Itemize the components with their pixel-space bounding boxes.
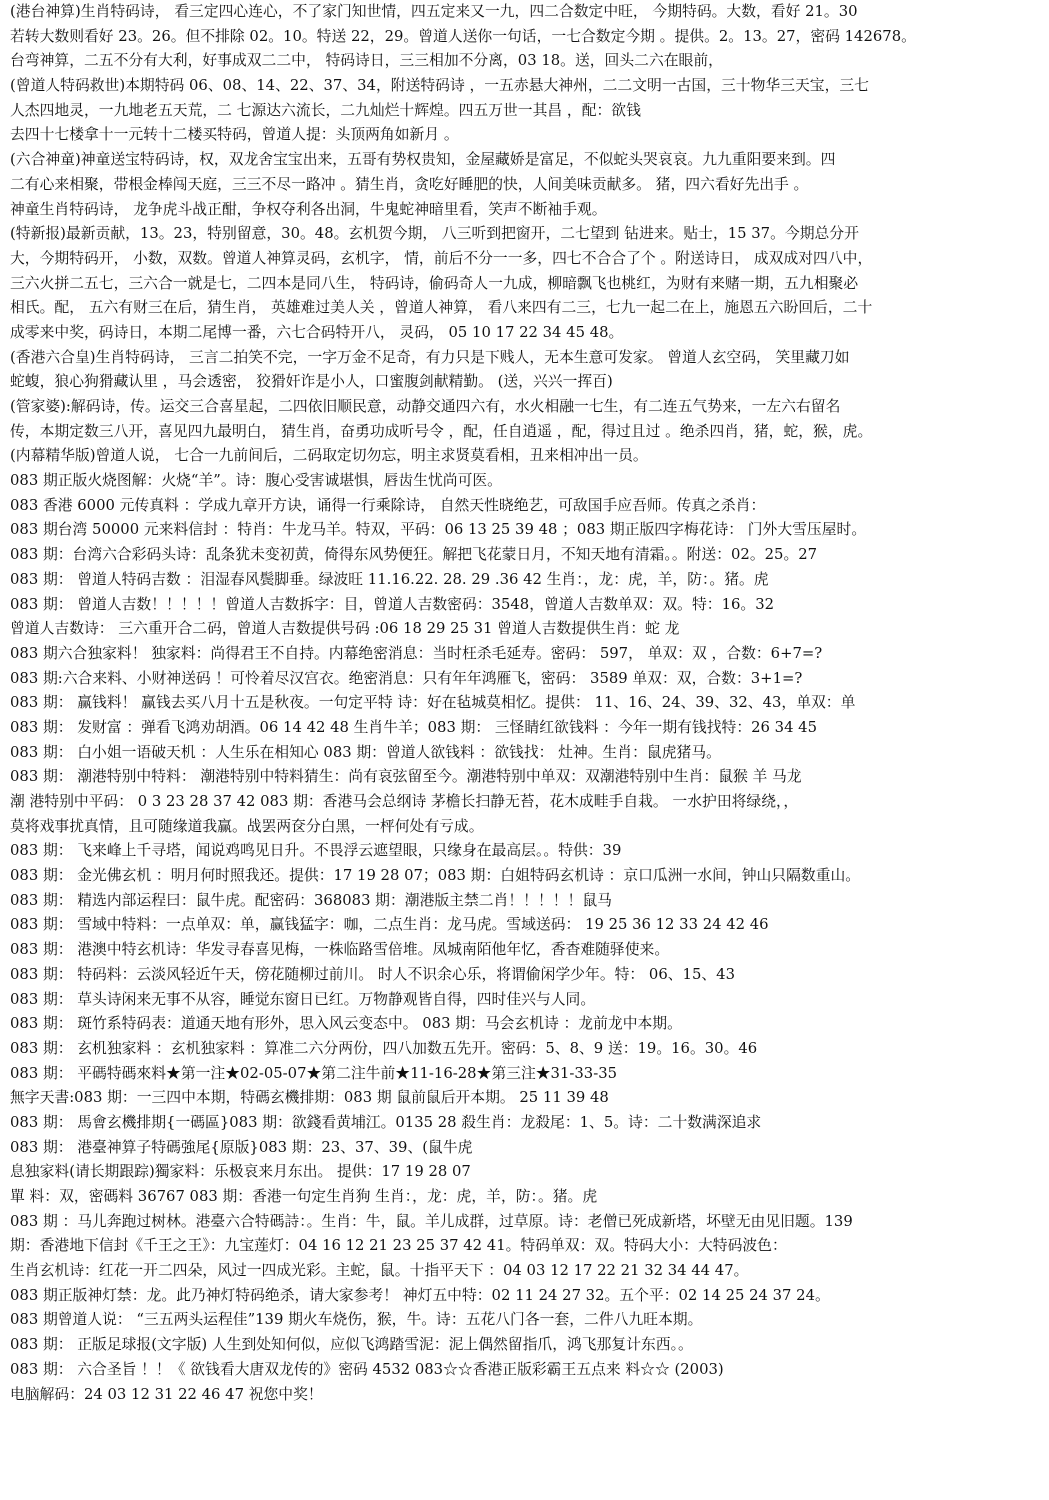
text-line: 083 期： 潮港特别中特料： 潮港特别中特料猜生：尚有哀弦留至今。潮港特别中单双：双潮港特别中生肖：鼠猴 羊 马龙 bbox=[10, 768, 802, 786]
text-line: 083 期台湾 50000 元来料信封 ：特肖：牛龙马羊。特双，平码：06 13 25 39 48 ；083 期正版四字梅花诗： 门外大雪压屋时。 bbox=[10, 521, 867, 539]
text-line: 成零来中奖，码诗日，本期二尾博一番，六七合码特开八， 灵码， 05 10 17 22 34 45 48。 bbox=[10, 323, 624, 341]
text-line: 人杰四地灵，一九地老五天荒，二 七源达六流长，二九灿烂十辉煌。四五万世一其昌 ，配：欲钱 bbox=[10, 101, 641, 119]
text-line: 無字天書:083 期：一三四中本期，特碼玄機排期：083 期 鼠前鼠后开本期。 25 11 39 48 bbox=[10, 1089, 609, 1107]
text-line: 083 期： 曾道人吉数！！！！！曾道人吉数拆字：目，曾道人吉数密码：3548，曾道人吉数单双：双。特：16。32 bbox=[10, 595, 775, 613]
text-line: 083 期： 港澳中特玄机诗：华发寻春喜见梅，一株临路雪倍堆。凤城南陌他年忆，香杳难随驿使来。 bbox=[10, 941, 670, 959]
text-line: 083 期 ：马儿奔跑过树林。港臺六合特碼詩：。生肖：牛，鼠。羊儿成群，过草原。诗：老僧已死成新塔，坏壁无由见旧题。139 bbox=[10, 1212, 853, 1230]
text-line: 083 期： 港臺神算子特碼強尾{原版}083 期：23、37、39、(鼠牛虎 bbox=[10, 1138, 473, 1156]
text-line: 期：香港地下信封《千王之王》：九宝莲灯：04 16 12 21 23 25 37 42 41。特码单双：双。特码大小：大特码波色： bbox=[10, 1237, 787, 1255]
text-line: 083 期： 白小姐一语破天机 ：人生乐在相知心 083 期：曾道人欲钱料 ：欲钱找： 灶神。生肖：鼠虎猪马。 bbox=[10, 743, 721, 761]
text-line: 083 期六合独家料！ 独家料：尚得君王不自持。内幕绝密消息：当时枉杀毛延寿。密码： 597， 单双：双 ，合数：6+7=? bbox=[10, 644, 823, 662]
text-line: 莫将戏事扰真情，且可随缘道我赢。战罢两奁分白黑，一枰何处有亏成。 bbox=[10, 817, 484, 835]
text-line: 生肖玄机诗：红花一开二四朵，风过一四成光彩。主蛇，鼠。十指平天下 ：04 03 12 17 22 21 32 34 44 47。 bbox=[10, 1262, 749, 1280]
text-line: 083 期： 特码料：云淡风轻近午天，傍花随柳过前川。 时人不识余心乐，将谓偷闲学少年。特： 06、15、43 bbox=[10, 965, 736, 983]
text-line: 083 期： 雪域中特料：一点单双：单，赢钱猛字：咖，二点生肖：龙马虎。雪域送码： 19 25 36 12 33 24 42 46 bbox=[10, 916, 769, 934]
text-line: 083 期： 赢钱料！ 赢钱去买八月十五是秋夜。一句定平特 诗：好在毡城莫相忆。提供： 11、16、24、39、32、43，单双：单 bbox=[10, 694, 856, 712]
text-line: (特新报)最新贡献，13。23，特别留意，30。48。玄机贺今期， 八三听到把窗开，二七望到 钻进来。贴士，15 37。今期总分开 bbox=[10, 225, 859, 243]
text-line: 蛇蝮，狼心狗猾藏认里 ，马会透密， 狡猾奸诈是小人，口蜜腹剑献精勤。 (送，兴兴一挥百) bbox=[10, 373, 613, 391]
text-line: 083 期正版火烧图解：火烧“羊”。诗：腹心受害诚堪惧，唇齿生忧尚可医。 bbox=[10, 472, 502, 490]
text-line: 083 期： 发财富 ：弹看飞鸿劝胡酒。06 14 42 48 生肖牛羊；083 期： 三怪睛红欲钱料 ：今年一期有钱找特：26 34 45 bbox=[10, 718, 818, 736]
text-line: 083 期： 平碼特碼來料★第一注★02-05-07★第二注牛前★11-16-28★第三注★31-33-35 bbox=[10, 1064, 618, 1082]
text-line: (曾道人特码救世)本期特码 06、08、14、22、37、34，附送特码诗 ，一五赤悬大神州，二二文明一古国，三十物华三天宝，三七 bbox=[10, 77, 869, 95]
text-line: (港台神算)生肖特码诗， 看三定四心连心，不了家门知世情，四五定来又一九，四二合数定中旺， 今期特码。大数，看好 21。30 bbox=[10, 3, 858, 20]
text-line: 083 期： 精选内部运程曰：鼠牛虎。配密码：368083 期：潮港版主禁二肖！！！！！鼠马 bbox=[10, 891, 612, 909]
text-line: 相氏。配， 五六有财三在后，猜生肖， 英雄难过美人关 ，曾道人神算， 看八来四有二三，七九一起二在上，施恩五六盼回后，二十 bbox=[10, 299, 873, 317]
text-line: 大，今期特码开， 小数，双数。曾道人神算灵码，玄机字， 情，前后不分一一多，四七不合合了个 。附送诗日， 成双成对四八中， bbox=[10, 249, 873, 267]
text-line: 台弯神算，二五不分有大利，好事成双二二中， 特码诗日，三三相加不分离，03 18。送，回头二六在眼前， bbox=[10, 52, 723, 70]
text-line: 传，本期定数三八开，喜见四九最明白， 猜生肖，奋勇功成听号令 ，配，任自逍遥 ，配，得过且过 。绝杀四肖，猪，蛇，猴，虎。 bbox=[10, 422, 873, 440]
text-line: 若转大数则看好 23。26。但不排除 02。10。特送 22，29。曾道人送你一句话，一七合数定今期 。提供。2。13。27，密码 142678。 bbox=[10, 27, 916, 45]
text-line: 电脑解码：24 03 12 31 22 46 47 祝您中奖！ bbox=[10, 1385, 323, 1403]
text-line: 083 期： 金光佛玄机 ：明月何时照我还。提供：17 19 28 07；083 期：白姐特码玄机诗 ：京口瓜洲一水间，钟山只隔数重山。 bbox=[10, 867, 861, 885]
text-line: 單 料：双，密碼料 36767 083 期：香港一句定生肖狗 生肖：，龙：虎，羊，防：。猪。虎 bbox=[10, 1188, 598, 1205]
text-line: 曾道人吉数诗： 三六重开合二码，曾道人吉数提供号码 :06 18 29 25 31 曾道人吉数提供生肖：蛇 龙 bbox=[10, 620, 680, 638]
text-line: (管家婆):解码诗，传。运交三合喜星起，二四依旧顺民意，动静交通四六有，水火相融一七生，有二连五气势来，一左六右留名 bbox=[10, 398, 841, 415]
text-line: 083 期： 玄机独家料 ：玄机独家料 ：算准二六分两份，四八加数五先开。密码：5、8、9 送：19。16。30。46 bbox=[10, 1039, 758, 1057]
text-line: 083 期正版神灯禁：龙。此乃神灯特码绝杀，请大家参考！ 神灯五中特：02 11 24 27 32。五个平：02 14 25 24 37 24。 bbox=[10, 1286, 830, 1304]
text-line: 三六火拼二五七，三六合一就是七，二四本是同八生， 特码诗，偷码奇人一九成，柳暗飘飞也桃红，为财有来赌一期，五九相聚必 bbox=[10, 274, 859, 292]
text-line: 神童生肖特码诗， 龙争虎斗战正酣，争权夺利各出洞，牛鬼蛇神暗里看，笑声不断袖手观。 bbox=[10, 200, 607, 218]
text-line: (六合神童)神童送宝特码诗，权，双龙舍宝宝出来，五哥有势权贵知，金屋藏娇是富足，不似蛇头哭哀哀。九九重阳要来到。四 bbox=[10, 151, 836, 169]
text-line: (香港六合皇)生肖特码诗， 三言二拍笑不完，一字万金不足奇，有力只是下贱人，无本生意可发家。 曾道人玄空码， 笑里藏刀如 bbox=[10, 348, 850, 366]
text-line: 083 香港 6000 元传真料 ：学成九章开方诀，诵得一行乘除诗， 自然天性晓绝艺，可敌国手应吾师。传真之杀肖： bbox=[10, 496, 766, 514]
text-line: 083 期： 斑竹系特码表：道通天地有形外，思入风云变态中。 083 期：马会玄机诗 ：龙前龙中本期。 bbox=[10, 1015, 682, 1033]
text-line: 083 期： 草头诗闲来无事不从容，睡觉东窗日已红。万物静观皆自得，四时佳兴与人同。 bbox=[10, 990, 596, 1008]
text-line: 083 期： 正版足球报(文字版) 人生到处知何似，应似飞鸿踏雪泥：泥上偶然留指爪，鸿飞那复计东西。。 bbox=[10, 1336, 693, 1354]
text-line: 083 期： 馬會玄機排期{一碼區}083 期：欲錢看黄埔江。0135 28 殺生肖：龙殺尾：1、5。诗：二十数满深追求 bbox=[10, 1113, 762, 1131]
text-line: 083 期：台湾六合彩码头诗：乱条犹未变初黄，倚得东风势便狂。解把飞花蒙日月，不知天地有清霜。。附送：02。25。27 bbox=[10, 546, 818, 564]
text-line: 二有心来相聚，带根金棒闯天庭，三三不尽一路冲 。猜生肖，贪吃好睡肥的快，人间美味贡献多。 猪，四六看好先出手 。 bbox=[10, 175, 809, 193]
text-line: 息独家料(请长期跟踪)獨家料：乐极哀来月东出。 提供：17 19 28 07 bbox=[10, 1163, 471, 1181]
text-line: 083 期： 飞来峰上千寻塔，闻说鸡鸣见日升。不畏浮云遮望眼，只缘身在最高层。。特供：39 bbox=[10, 842, 622, 860]
text-line: 083 期:六合来料、小财神送码 ！可怜着尽汉宫衣。绝密消息：只有年年鸿雁飞，密码： 3589 单双：双，合数：3+1=? bbox=[10, 669, 803, 687]
text-line: (内幕精华版)曾道人说， 七合一九前间后，二码取定切勿忘，明主求贤莫看相，丑来相冲出一员。 bbox=[10, 447, 648, 465]
text-line: 去四十七楼拿十一元转十二楼买特码，曾道人提：头顶两角如新月 。 bbox=[10, 126, 459, 144]
text-line: 083 期曾道人说： “三五两头运程佳”139 期火车烧伤，猴，牛。诗：五花八门各一套，二件八九旺本期。 bbox=[10, 1311, 703, 1329]
text-line: 083 期： 曾道人特码吉数 ：泪湿春风鬓脚垂。绿波旺 11.16.22. 28. 29 .36 42 生肖：，龙：虎，羊，防：。猪。虎 bbox=[10, 570, 769, 588]
text-line: 083 期： 六合圣旨 ！！《 欲钱看大唐双龙传的》密码 4532 083☆☆香港正版彩霸王五点来 料☆☆ (2003) bbox=[10, 1360, 724, 1378]
text-line: 潮 港特别中平码： 0 3 23 28 37 42 083 期：香港马会总纲诗 茅檐长扫静无苔，花木成畦手自栽。 一水护田将绿绕，， bbox=[10, 793, 799, 810]
